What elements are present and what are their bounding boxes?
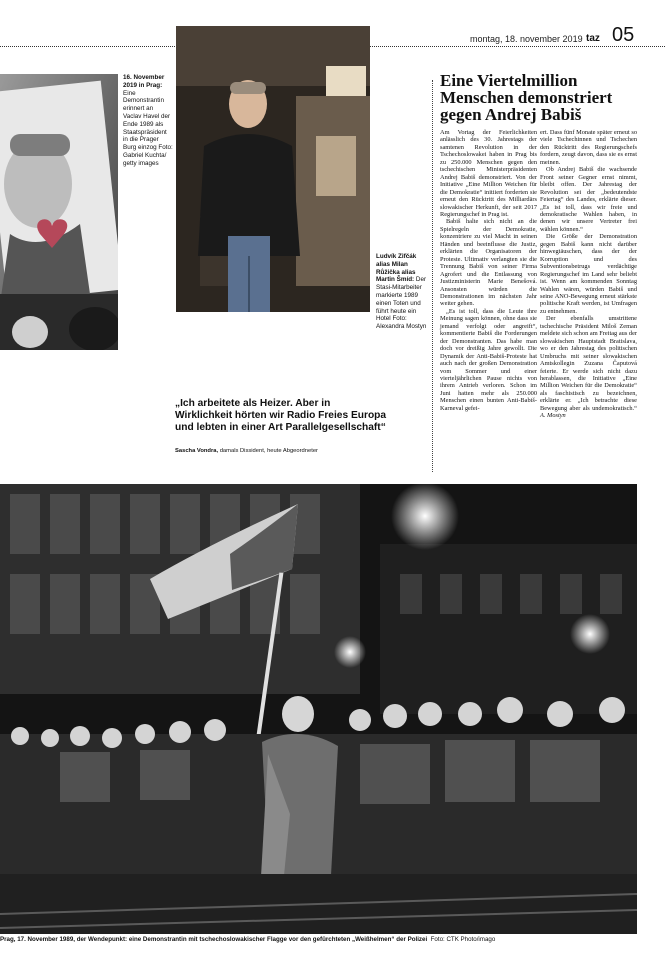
- paragraph: „Es ist toll, dass die Leute ihre Meinung sagen können, ohne dass sie jemand verfolgt oder angreift“, kommentierte Babiš die Forderungen der Demonstranten. Das habe man doch vor dreißig Jahre gewollt. Die Dynamik der Anti-Babiš-Proteste hat auch nach der großen Demonstration vom Sommer und einer vierteljährlichen Pause nichts von ihrem Antrieb verloren. Schon im Juni hatten mehr als 250.000 Menschen einen bunten Anti-Babiš-Karneval gefei-: [440, 307, 537, 412]
- quote-source: Sascha Vondra, damals Dissident, heute Abgeordneter: [175, 448, 318, 454]
- paragraph: ert. Dass fünf Monate später erneut so viele Tschechinnen und Tschechen den Rücktritt des Regierungschefs fordern, zeugt davon, dass sie es ernst meinen.: [540, 129, 637, 166]
- pull-quote: „Ich arbeitete als Heizer. Aber in Wirklichkeit hörten wir Radio Freies Europa und lebten in einer Art Parallelgesellschaft“: [175, 398, 387, 433]
- zifcak-portrait-photo: [176, 26, 370, 312]
- page-number: 05: [612, 24, 635, 46]
- havel-protest-photo: [0, 74, 118, 350]
- prague-photo-caption: Prag, 17. November 1989, der Wendepunkt: eine Demonstrantin mit tschechoslowakischer Flagge vor den gefürchteten „Weißhelmen“ der Polizei Foto: CTK Photo/imago: [0, 936, 496, 943]
- paragraph: Am Vortag der Feierlichkeiten anlässlich des 30. Jahrestags der samtenen Revolution in der Tschechoslowakei haben in Prag bis zu 250.000 Menschen gegen den tschechischen Ministerpräsidenten Andrej Babiš demonstriert. Von der Initiative „Eine Million Weichen für die Demokratie“ initiiert forderten sie erneut den Rücktritt des Milliardärs slowakischer Herkunft, der seit 2017 Regierungschef in Prag ist.: [440, 129, 537, 218]
- paragraph: Der ebenfalls umstrittene tschechische Präsident Miloš Zeman meldete sich schon am Freitag aus der slowakischen Hauptstadt Bratislava, wo er den Jahrestag des politischen Umbruchs mit seiner slowakischen Amtskollegin Zuzana Čaputová feierte. Er werde sich nicht dazu herablassen, die Initiative „Eine Million Weichen für die Demokratie“ als faschistisch zu bezeichnen, erklärte er. „Ich betrachte diese Bewegung aber als undemokratisch.“ A. Mostyn: [540, 315, 637, 420]
- issue-date: montag, 18. november 2019: [470, 34, 583, 44]
- article-author: A. Mostyn: [540, 412, 566, 420]
- prague-1989-photo: [0, 484, 637, 934]
- paragraph: Babiš halte sich nicht an die Spielregeln der Demokratie, konzentriere zu viel Macht in seinen Händen und beeinflusse die Justiz, erklärten die Organisatoren der Proteste. Ultimativ verlangten sie die Trennung Babiš von seiner Firma Agrofert und die Entlassung von Justizministerin Marie Benešová. Ansonsten würden die Demonstrationen im nächsten Jahr weiter gehen.: [440, 218, 537, 308]
- taz-logo: taz: [586, 33, 600, 44]
- article-column-1: [440, 129, 537, 412]
- column-divider: [432, 80, 433, 472]
- paragraph: Ob Andrej Babiš die wachsende Front seiner Gegner ernst nimmt, bleibt offen. Der Jahrestag der Revolution sei der „bedeutendste Feiertag“ des Landes, erklärte dieser. „Es ist toll, dass wir freie und demokratische Wahlen haben, in denen wir unsere Vertreter frei wählen können.“: [540, 166, 637, 233]
- zifcak-photo-caption: Ludvík Zifčák alias Milan Růžička alias Martin Šmíd: Der Stasi-Mitarbeiter markierte 1989 einen Toten und führt heute ein Hotel Foto: Alexandra Mostyn: [376, 253, 427, 331]
- paragraph: Die Größe der Demonstration gegen Babiš kann nicht darüber hinwegtäuschen, dass der der Korruption und des Subventionsbetrugs verdächtige Regierungschef im Land sehr beliebt ist. Wenn am kommenden Sonntag Wahlen wären, würden Babiš und seine ANO-Bewegung erneut stärkste politische Kraft werden, ist Umfragen zu entnehmen.: [540, 233, 637, 315]
- article-headline: Eine Viertelmillion Menschen demonstriert gegen Andrej Babiš: [440, 71, 613, 124]
- article-column-2: [540, 129, 637, 420]
- havel-photo-caption: 16. November 2019 in Prag: Eine Demonstrantin erinnert an Vaclav Havel der Ende 1989 als Staatspräsident in die Prager Burg einzog Foto: Gabriel Kuchta/ getty images: [123, 74, 173, 167]
